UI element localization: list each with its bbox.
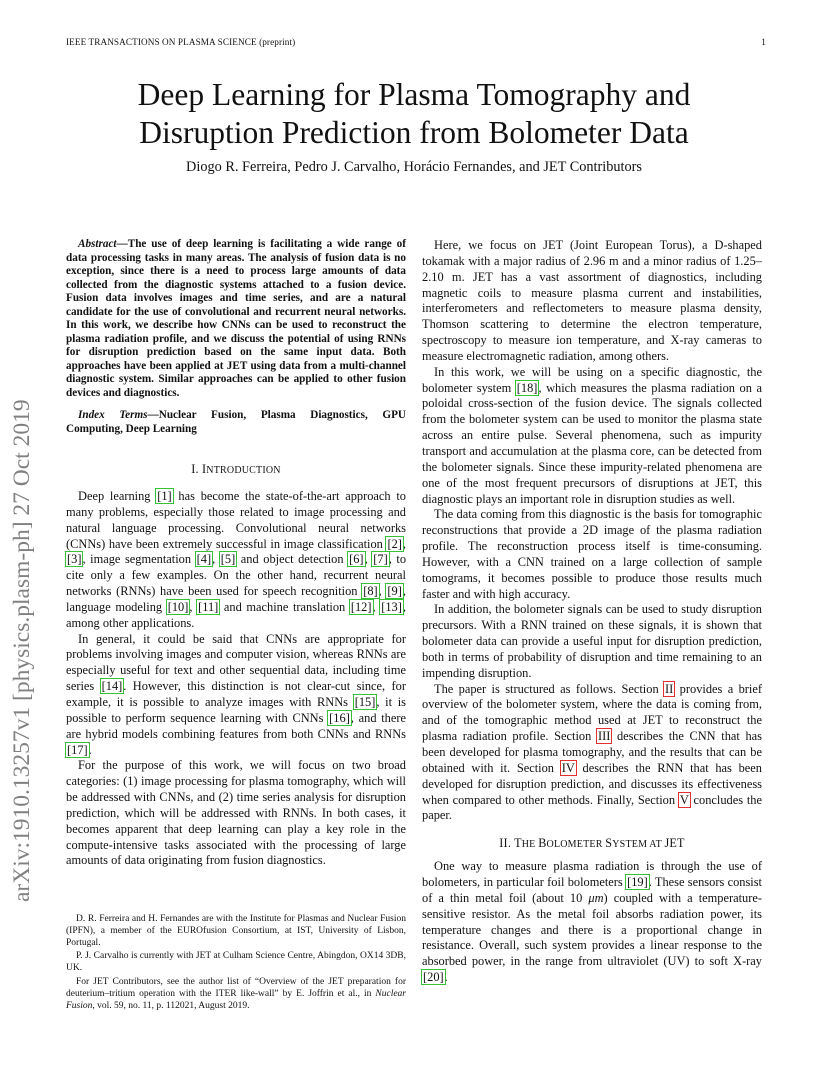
citation-link[interactable]: [12]	[350, 599, 372, 614]
right-paragraph-2	[422, 365, 762, 508]
citation-link[interactable]: [11]	[198, 599, 219, 614]
section-link[interactable]: IV	[561, 760, 575, 775]
text-span: , among other applications.	[66, 599, 406, 630]
section-link[interactable]: III	[597, 729, 611, 744]
author-list: Diogo R. Ferreira, Pedro J. Carvalho, Horácio Fernandes, and JET Contributors	[186, 159, 642, 175]
text-span: In general, it could be said that CNNs are appropriate for problems involving images and computer vision, whereas RNNs are especially useful for text and other sequential data, including time series	[66, 631, 406, 694]
citation-link[interactable]: [5]	[220, 552, 236, 567]
right-paragraph-4: In addition, the bolometer signals can be used to study disruption precursors. With a RNN trained on these signals, it is shown that bolometer data can provide a useful input for disruption prediction, both in terms of probability of disruption and time remaining to an impending disruption.	[422, 602, 762, 680]
text-span: . These sensors consist of a thin metal foil (about 10	[422, 875, 762, 905]
text-span: ,	[372, 599, 381, 614]
text-span: has become the state-of-the-art approach to many problems, especially those related to image processing and natural language processing. Convolutional neural networks (CNNs) have been extremely successful in image classification	[66, 489, 406, 551]
text-span: , vol. 59, no. 11, p. 112021, August 2019.	[92, 1000, 250, 1011]
text-span: ) coupled with a temperature-sensitive resistor. As the metal foil absorbs radiation power, its temperature changes and there is a proportional change in resistance. Overall, such system provides a linear response to the absorbed power, in the range from ultraviolet (UV) to soft X-ray	[422, 890, 762, 969]
text-span: The paper is structured as follows. Section	[434, 681, 665, 696]
intro-paragraph-3: For the purpose of this work, we will focus on two broad categories: (1) image processing for plasma tomography, which will be addressed with CNNs, and (2) time series analysis for disruption prediction, which will be addressed with RNNs. In both cases, it becomes apparent that deep learning can play a key role in the compute-intensive tasks associated with the processing of large amounts of data originating from fusion diagnostics.	[66, 758, 406, 868]
citation-link[interactable]: [14]	[101, 679, 123, 694]
text-span: ,	[402, 536, 406, 551]
abstract	[66, 238, 406, 400]
text-span: In this work, we will be using on a specific diagnostic, the bolometer system	[422, 364, 762, 395]
text-span: , to cite only a few examples. On the other hand, recurrent neural networks (RNNs) have been used for speech recognition	[66, 552, 407, 599]
journal-title: Nuclear Fusion	[66, 988, 406, 1011]
section-heading-introduction	[66, 462, 406, 477]
citation-link[interactable]: [2]	[387, 536, 402, 551]
journal-name: IEEE TRANSACTIONS ON PLASMA SCIENCE (preprint)	[66, 37, 296, 47]
citation-link[interactable]: [6]	[349, 552, 364, 567]
citation-link[interactable]: [10]	[167, 599, 189, 614]
footnote-jet-contributors	[66, 977, 406, 1012]
citation-link[interactable]: [19]	[627, 875, 648, 890]
citation-link[interactable]: [13]	[381, 599, 402, 614]
text-span: describes the RNN that has been developed for disruption prediction, and discusses its effectiveness when compared to other methods. Finally, Section	[422, 760, 762, 807]
arxiv-stamp-text: arXiv:1910.13257v1 [physics.plasm-ph] 27 Oct 2019	[9, 399, 35, 902]
citation-link[interactable]: [8]	[363, 584, 378, 599]
right-paragraph-3: The data coming from this diagnostic is the basis for tomographic reconstructions that provide a 2D image of the plasma radiation profile. The reconstruction process itself is time-consuming. However, with a CNN trained on a large collection of sample tomograms, it becomes possible to produce those results much faster and with high accuracy.	[422, 507, 762, 601]
text-span: .	[444, 970, 448, 985]
intro-paragraph-2	[66, 632, 406, 759]
text-span: and object detection	[236, 552, 349, 567]
section-initial: B	[538, 836, 547, 851]
citation-link[interactable]: [4]	[196, 552, 212, 567]
citation-link[interactable]: [20]	[423, 970, 444, 985]
index-terms	[66, 409, 406, 436]
right-paragraph-5	[422, 682, 762, 825]
page-number: 1	[761, 37, 766, 47]
citation-link[interactable]: [9]	[387, 584, 402, 599]
index-terms-label: Index Terms	[78, 409, 148, 421]
citation-link[interactable]: [17]	[67, 742, 88, 757]
text-span: , language modeling	[66, 584, 406, 614]
title-line-2: Disruption Prediction from Bolometer Data	[139, 115, 689, 150]
text-span: For JET Contributors, see the author list of “Overview of the JET preparation for deuterium–tritium operation with the ITER like-wall” by E. Joffrin et al., in	[66, 976, 406, 999]
citation-link[interactable]: [18]	[516, 380, 538, 395]
text-span: , and there are hybrid models combining features from both CNNs and RNNs	[66, 710, 407, 741]
text-span: ,	[364, 552, 373, 567]
text-span: concludes the paper.	[422, 792, 762, 823]
text-span: provides a brief overview of the bolometer system, where the data is coming from, and of the tomographic method used at JET to reconstruct the plasma radiation profile. Section	[422, 681, 763, 744]
section-link[interactable]: V	[679, 792, 689, 807]
citation-link[interactable]: [3]	[67, 552, 82, 567]
section-title-part: YSTEM AT	[612, 839, 665, 851]
text-span: .	[88, 742, 92, 757]
title-line-1: Deep Learning for Plasma Tomography and	[137, 77, 691, 112]
paper-title	[0, 76, 828, 152]
abstract-label: Abstract	[78, 238, 117, 250]
bolometer-paragraph-1	[422, 859, 762, 986]
unit-symbol: μm	[588, 890, 604, 905]
arxiv-stamp	[4, 240, 40, 902]
text-span: , which measures the plasma radiation on a poloidal cross-section of the fusion device. The signals collected from the bolometer system can be used to monitor the plasma state across an entire pulse. Several phenomena, such as impurity transport and accumulation at the plasma core, can be detected from the bolometer signals. Since these impurity-related phenomena are one of the most frequent precursors of disruptions at JET, this diagnostic plays an important role in disruption studies as well.	[422, 380, 762, 506]
footnote-carvalho: P. J. Carvalho is currently with JET at Culham Science Centre, Abingdon, OX14 3DB, UK.	[66, 951, 406, 974]
citation-link[interactable]: [15]	[354, 694, 376, 709]
index-terms-text: —Nuclear Fusion, Plasma Diagnostics, GPU Computing, Deep Learning	[66, 409, 406, 435]
section-initial: I	[202, 462, 207, 476]
section-initial: S	[605, 836, 613, 851]
right-paragraph-1: Here, we focus on JET (Joint European Torus), a D-shaped tokamak with a major radius of 2.96 m and a minor radius of 1.25–2.10 m. JET has a vast assortment of diagnostics, including magnetic coils to measure plasma current and instabilities, interferometers and reflectometers to measure plasma density, Thomson scattering to determine the electron temperature, spectroscopy to measure ion temperature, and X-ray cameras to measure electromagnetic radiation, among others.	[422, 238, 762, 363]
section-link[interactable]: II	[665, 681, 674, 696]
text-span: ,	[212, 552, 220, 567]
intro-paragraph-1	[66, 489, 406, 632]
text-span: . However, this distinction is not clear-cut since, for example, it is possible to analyze images with RNNs	[66, 679, 407, 709]
footnotes	[66, 914, 406, 1014]
section-title-part: OLOMETER	[546, 839, 606, 851]
footnote-affiliation: D. R. Ferreira and H. Fernandes are with the Institute for Plasmas and Nuclear Fusion (IPFN), a member of the EUROfusion Consortium, at IST, University of Lisbon, Portugal.	[66, 914, 406, 948]
section-number: II.	[499, 836, 515, 851]
section-title-rest: NTRODUCTION	[206, 465, 281, 476]
running-header	[66, 37, 766, 47]
section-number: I.	[191, 462, 203, 476]
text-span: One way to measure plasma radiation is through the use of bolometers, in particular foil bolometers	[422, 859, 762, 890]
text-span: ,	[189, 599, 198, 614]
left-column	[66, 238, 406, 869]
right-column	[422, 238, 762, 986]
section-title-part: JET	[664, 836, 685, 851]
text-span: and machine translation	[219, 599, 350, 614]
section-heading-bolometer	[422, 836, 762, 851]
text-span: , it is possible to perform sequence learning with CNNs	[66, 694, 406, 725]
text-span: ,	[378, 584, 387, 599]
citation-link[interactable]: [16]	[329, 710, 350, 725]
section-title-part: HE	[521, 839, 539, 851]
abstract-text: —The use of deep learning is facilitating a wide range of data processing tasks in many areas. The analysis of fusion data is no exception, since there is a need to process large amounts of data collected from the diagnostic systems attached to a fusion device. Fusion data involves images and time series, and are a natural candidate for the use of convolutional and recurrent neural networks. In this work, we describe how CNNs can be used to reconstruct the plasma radiation profile, and we discuss the potential of using RNNs for disruption prediction based on the same input data. Both approaches have been applied at JET using data from a multi-channel diagnostic system. Similar approaches can be applied to other fusion devices and diagnostics.	[66, 238, 406, 399]
text-span: Deep learning	[78, 489, 157, 503]
text-span: describes the CNN that has been developed for plasma tomography, and the results that can be obtained with it. Section	[422, 729, 762, 775]
text-span: , image segmentation	[82, 552, 196, 567]
citation-link[interactable]: [1]	[157, 489, 172, 503]
citation-link[interactable]: [7]	[373, 552, 388, 567]
section-initial: T	[514, 836, 522, 851]
